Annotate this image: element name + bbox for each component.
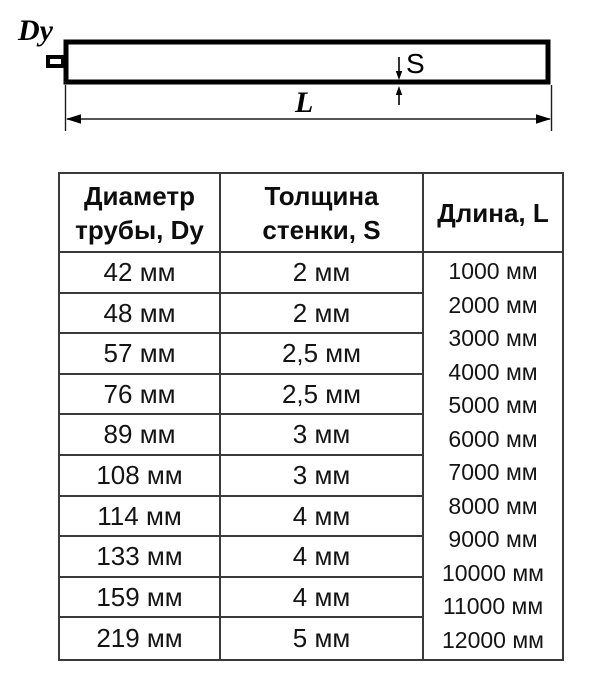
pipe-spec-table (58, 172, 564, 661)
thickness-cell: 3 мм (221, 415, 424, 456)
length-value: 8000 мм (448, 492, 538, 519)
diameter-cell: 48 мм (60, 294, 221, 335)
thickness-cell: 3 мм (221, 456, 424, 497)
diameter-cell: 114 мм (60, 497, 221, 538)
thickness-cell: 5 мм (221, 618, 424, 659)
header-thickness-line1: Толщина (264, 180, 379, 211)
header-length (424, 174, 562, 253)
diameter-cell: 219 мм (60, 618, 221, 659)
thickness-cell: 2 мм (221, 294, 424, 335)
length-value: 6000 мм (448, 425, 538, 452)
thickness-cell: 2 мм (221, 253, 424, 294)
diameter-cell: 108 мм (60, 456, 221, 497)
thickness-cell: 4 мм (221, 578, 424, 619)
thickness-cell: 2,5 мм (221, 375, 424, 416)
length-value: 1000 мм (448, 258, 538, 285)
diameter-cell: 57 мм (60, 334, 221, 375)
header-diameter-line1: Диаметр (84, 180, 195, 211)
diameter-cell: 76 мм (60, 375, 221, 416)
thickness-cell: 2,5 мм (221, 334, 424, 375)
header-diameter (60, 174, 221, 253)
diameter-cell: 42 мм (60, 253, 221, 294)
header-length-text: Длина, L (437, 197, 549, 228)
thickness-cell: 4 мм (221, 537, 424, 578)
length-label: L (295, 86, 314, 119)
diameter-cell: 133 мм (60, 537, 221, 578)
header-diameter-line2: трубы, Dy (75, 214, 204, 245)
pipe-diameter-label: Dy (18, 14, 53, 47)
pipe-drawing (0, 0, 608, 160)
header-thickness-line2: стенки, S (262, 214, 381, 245)
length-value: 11000 мм (442, 593, 544, 620)
wall-thickness-arrow-up (396, 86, 402, 105)
length-value: 2000 мм (448, 291, 538, 318)
length-value: 5000 мм (448, 392, 538, 419)
diameter-cell: 159 мм (60, 578, 221, 619)
length-list-cell (424, 253, 562, 659)
length-value: 7000 мм (448, 459, 538, 486)
pipe-body-outline (66, 42, 548, 82)
wall-thickness-label: S (406, 48, 425, 79)
length-value: 12000 мм (442, 626, 544, 653)
diameter-cell: 89 мм (60, 415, 221, 456)
thickness-cell: 4 мм (221, 497, 424, 538)
length-value: 10000 мм (442, 559, 544, 586)
length-value: 9000 мм (448, 526, 538, 553)
header-thickness (221, 174, 424, 253)
length-value: 3000 мм (448, 325, 538, 352)
pipe-stub-outline (48, 57, 63, 66)
length-value: 4000 мм (448, 358, 538, 385)
